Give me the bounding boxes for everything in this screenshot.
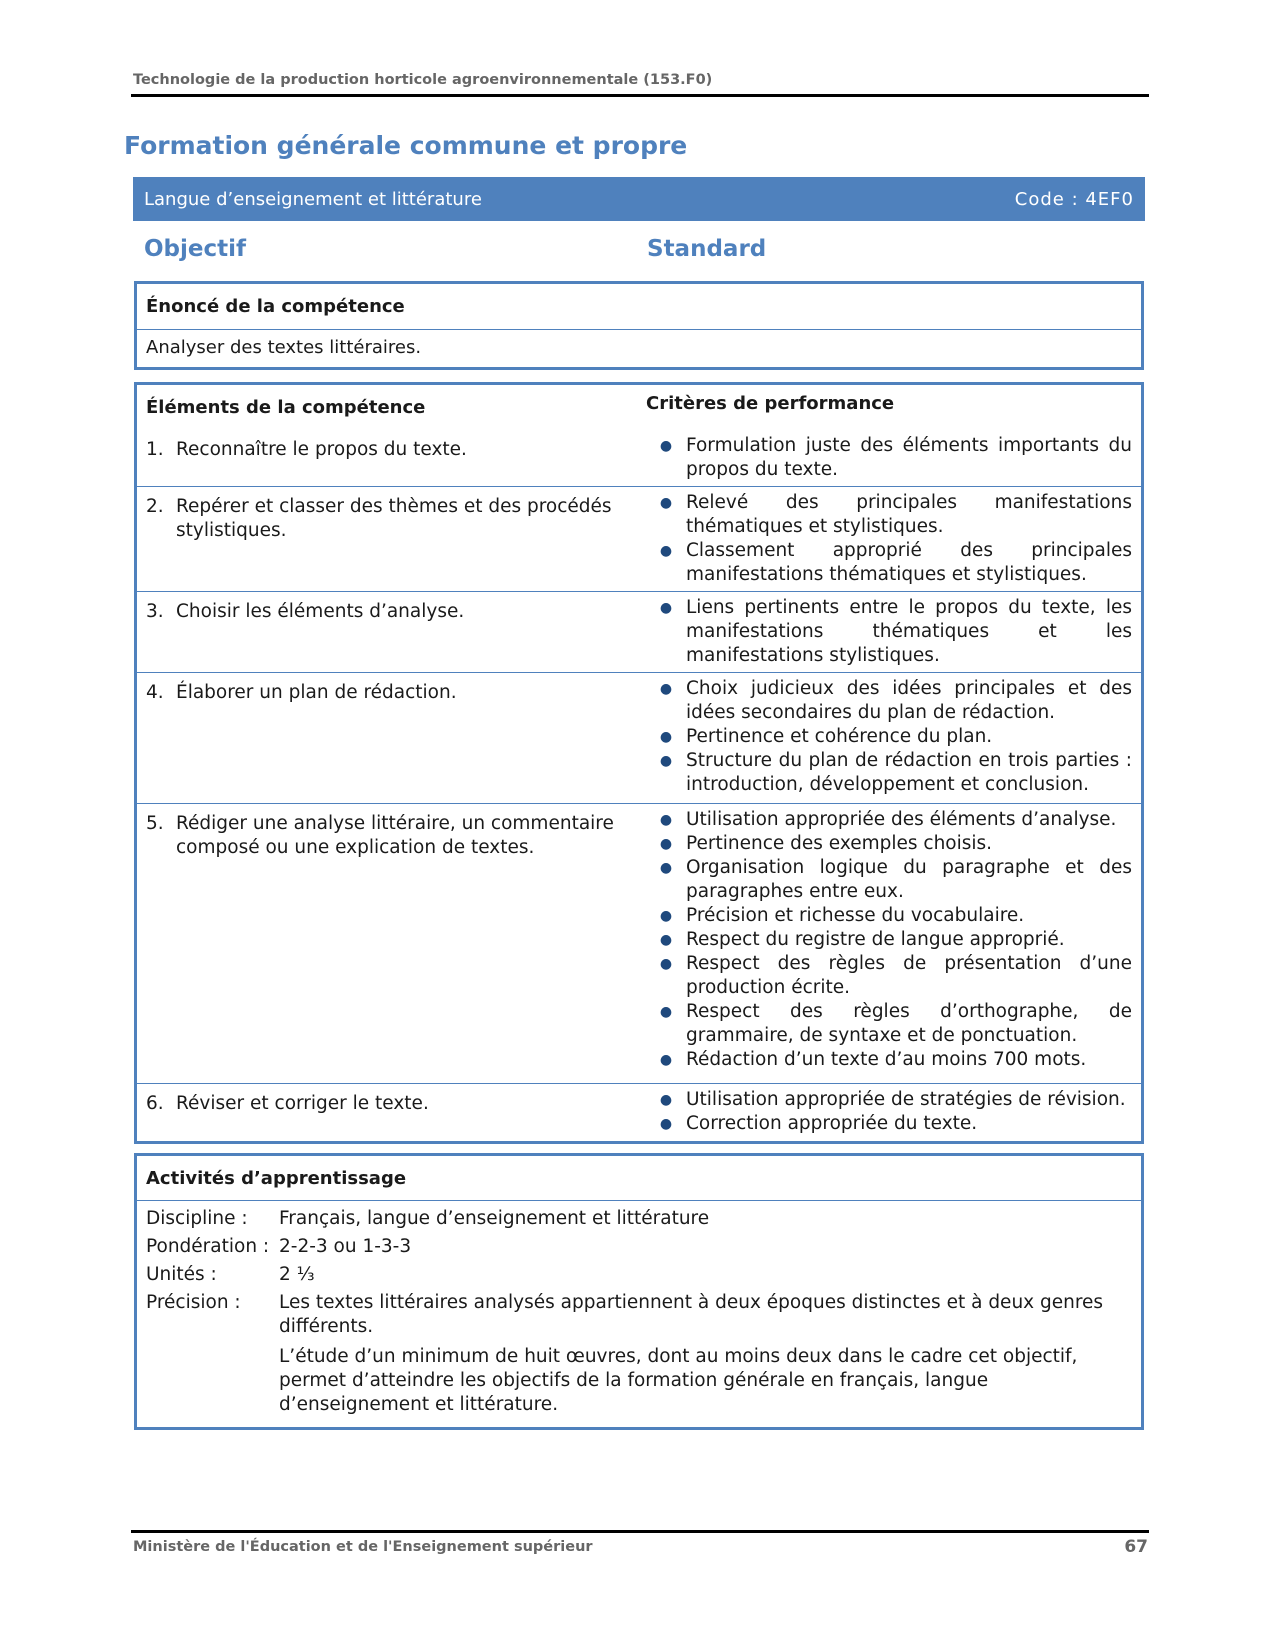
- bullet-icon: ●: [659, 956, 673, 972]
- table-header-row: [137, 385, 1141, 430]
- weighting-value: 2-2-3 ou 1-3-3: [279, 1236, 412, 1257]
- criterion-item: [646, 725, 1132, 749]
- course-banner: [133, 177, 1145, 221]
- objective-heading: Objectif: [144, 236, 247, 262]
- element-item: [146, 1092, 637, 1116]
- criterion-item: [646, 1112, 1132, 1136]
- learning-activities-details: [137, 1200, 1141, 1427]
- precision-paragraph: Les textes littéraires analysés appartiennent à deux époques distinctes et à deux genres différents.: [279, 1292, 1104, 1337]
- criteria-column-header: Critères de performance: [646, 393, 895, 414]
- precision-label: Précision :: [146, 1292, 241, 1313]
- competency-element: [137, 592, 646, 672]
- performance-criteria: [646, 804, 1141, 1083]
- element-number: 5.: [146, 813, 164, 834]
- table-row: [137, 591, 1141, 672]
- page-title: Formation générale commune et propre: [124, 131, 688, 160]
- bullet-icon: ●: [659, 729, 673, 745]
- units-row: [146, 1263, 1132, 1287]
- criterion-text: Choix judicieux des idées principales et des idées secondaires du plan de rédaction.: [686, 678, 1132, 723]
- table-row: [137, 430, 1141, 486]
- criterion-item: [646, 596, 1132, 668]
- bullet-icon: ●: [659, 1004, 673, 1020]
- bullet-icon: ●: [659, 600, 673, 616]
- table-row: [137, 486, 1141, 591]
- competency-element: [137, 487, 646, 591]
- running-header: Technologie de la production horticole agroenvironnementale (153.F0): [133, 72, 713, 88]
- discipline-row: [146, 1207, 1132, 1231]
- element-text: Réviser et corriger le texte.: [176, 1093, 429, 1114]
- performance-criteria: [646, 673, 1141, 803]
- performance-criteria: [646, 1084, 1141, 1141]
- criterion-text: Pertinence et cohérence du plan.: [686, 726, 993, 747]
- weighting-row: [146, 1235, 1132, 1259]
- criterion-text: Respect des règles de présentation d’une production écrite.: [686, 953, 1132, 998]
- learning-activities-heading: Activités d’apprentissage: [146, 1168, 407, 1189]
- criterion-item: [646, 749, 1132, 797]
- criterion-item: [646, 491, 1132, 539]
- criterion-text: Respect du registre de langue approprié.: [686, 929, 1065, 950]
- course-code: Code : 4EF0: [1014, 188, 1134, 210]
- element-item: [146, 681, 637, 705]
- course-subject: Langue d’enseignement et littérature: [144, 188, 482, 210]
- bullet-icon: ●: [659, 1052, 673, 1068]
- criterion-text: Organisation logique du paragraphe et des paragraphes entre eux.: [686, 857, 1132, 902]
- competency-element: [137, 430, 646, 486]
- element-text: Choisir les éléments d’analyse.: [176, 601, 465, 622]
- criterion-item: [646, 539, 1132, 587]
- criterion-item: [646, 677, 1132, 725]
- bullet-icon: ●: [659, 836, 673, 852]
- bullet-icon: ●: [659, 495, 673, 511]
- bullet-icon: ●: [659, 438, 673, 454]
- element-number: 6.: [146, 1093, 164, 1114]
- performance-criteria: [646, 430, 1141, 486]
- table-row: [137, 672, 1141, 803]
- criterion-item: [646, 832, 1132, 856]
- criterion-text: Classement approprié des principales manifestations thématiques et stylistiques.: [686, 540, 1132, 585]
- criterion-text: Formulation juste des éléments importants du propos du texte.: [686, 435, 1132, 480]
- criterion-text: Rédaction d’un texte d’au moins 700 mots.: [686, 1049, 1087, 1070]
- element-text: Reconnaître le propos du texte.: [176, 439, 467, 460]
- precision-paragraph: L’étude d’un minimum de huit œuvres, dont au moins deux dans le cadre cet objectif, permet d’atteindre les objectifs de la formation générale en français, langue d’enseignement et littérature.: [279, 1346, 1078, 1415]
- criterion-item: [646, 434, 1132, 482]
- element-number: 3.: [146, 601, 164, 622]
- elements-criteria-table: [134, 382, 1144, 1144]
- criterion-text: Précision et richesse du vocabulaire.: [686, 905, 1025, 926]
- element-number: 1.: [146, 439, 164, 460]
- element-text: Rédiger une analyse littéraire, un commentaire composé ou une explication de textes.: [176, 813, 614, 858]
- criterion-item: [646, 1088, 1132, 1112]
- table-row: [137, 1083, 1141, 1141]
- criterion-item: [646, 952, 1132, 1000]
- discipline-value: Français, langue d’enseignement et littérature: [279, 1208, 710, 1229]
- bullet-icon: ●: [659, 753, 673, 769]
- element-number: 2.: [146, 496, 164, 517]
- criterion-text: Correction appropriée du texte.: [686, 1113, 978, 1134]
- table-row: [137, 803, 1141, 1083]
- criterion-text: Utilisation appropriée des éléments d’analyse.: [686, 809, 1117, 830]
- bullet-icon: ●: [659, 908, 673, 924]
- precision-value: [279, 1291, 1132, 1417]
- element-number: 4.: [146, 682, 164, 703]
- criterion-item: [646, 904, 1132, 928]
- bullet-icon: ●: [659, 543, 673, 559]
- page-number: 67: [1124, 1537, 1148, 1557]
- criterion-text: Relevé des principales manifestations thématiques et stylistiques.: [686, 492, 1132, 537]
- criterion-item: [646, 928, 1132, 952]
- criterion-item: [646, 856, 1132, 904]
- performance-criteria: [646, 592, 1141, 672]
- element-item: [146, 600, 637, 624]
- criterion-text: Pertinence des exemples choisis.: [686, 833, 993, 854]
- element-item: [146, 438, 637, 462]
- discipline-label: Discipline :: [146, 1208, 248, 1229]
- standard-heading: Standard: [647, 236, 767, 262]
- competency-statement-heading: Énoncé de la compétence: [146, 296, 405, 317]
- bullet-icon: ●: [659, 1092, 673, 1108]
- element-text: Élaborer un plan de rédaction.: [176, 682, 457, 703]
- criterion-item: [646, 1048, 1132, 1072]
- bullet-icon: ●: [659, 681, 673, 697]
- footer-publisher: Ministère de l'Éducation et de l'Enseignement supérieur: [133, 1539, 593, 1555]
- criterion-item: [646, 808, 1132, 832]
- header-rule: [131, 94, 1149, 97]
- criterion-text: Structure du plan de rédaction en trois parties : introduction, développement et conclusion.: [686, 750, 1132, 795]
- criterion-text: Utilisation appropriée de stratégies de révision.: [686, 1089, 1126, 1110]
- bullet-icon: ●: [659, 812, 673, 828]
- bullet-icon: ●: [659, 860, 673, 876]
- footer-rule: [131, 1530, 1149, 1533]
- criterion-text: Liens pertinents entre le propos du texte, les manifestations thématiques et les manifestations stylistiques.: [686, 597, 1132, 666]
- competency-statement-text: Analyser des textes littéraires.: [137, 329, 1141, 367]
- performance-criteria: [646, 487, 1141, 591]
- bullet-icon: ●: [659, 932, 673, 948]
- weighting-label: Pondération :: [146, 1236, 270, 1257]
- bullet-icon: ●: [659, 1116, 673, 1132]
- element-item: [146, 495, 637, 543]
- element-item: [146, 812, 637, 860]
- competency-element: [137, 1084, 646, 1141]
- competency-element: [137, 804, 646, 1083]
- precision-row: [146, 1291, 1132, 1417]
- elements-column-header: Éléments de la compétence: [146, 397, 426, 418]
- criterion-item: [646, 1000, 1132, 1048]
- units-label: Unités :: [146, 1264, 217, 1285]
- criterion-text: Respect des règles d’orthographe, de grammaire, de syntaxe et de ponctuation.: [686, 1001, 1132, 1046]
- learning-activities-box: [134, 1153, 1144, 1430]
- competency-element: [137, 673, 646, 803]
- competency-statement-box: [134, 281, 1144, 370]
- units-value: 2 ⅓: [279, 1264, 315, 1285]
- element-text: Repérer et classer des thèmes et des procédés stylistiques.: [176, 496, 612, 541]
